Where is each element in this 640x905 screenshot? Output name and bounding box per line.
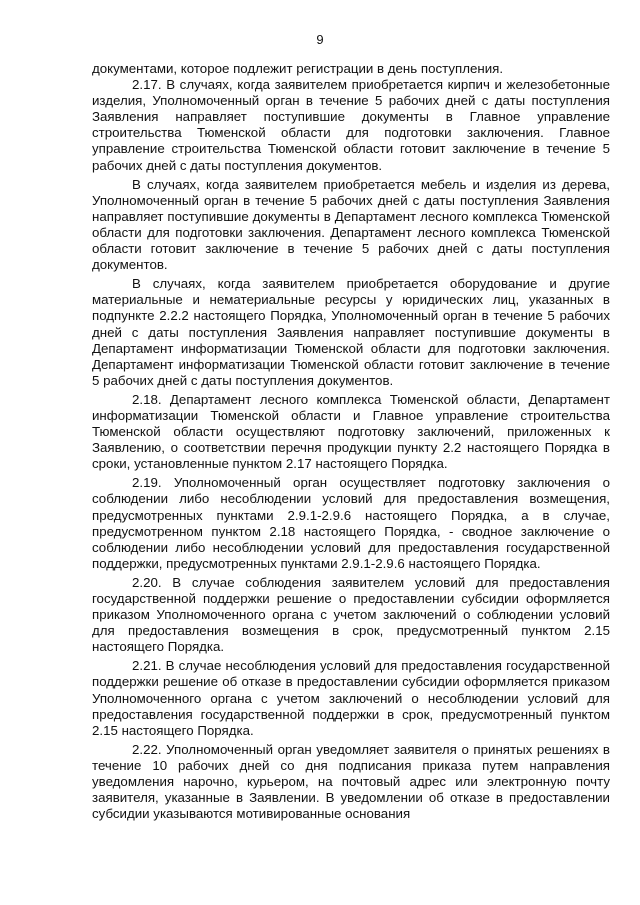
paragraph-equipment: В случаях, когда заявителем приобретается оборудование и другие материальные и нематериальные ресурсы у юридических лиц, указанных в подпункте 2.2.2 настоящего Порядка, Уполномоченный орган в течение 5 рабочих дней с даты поступления Заявления направляет поступившие документы в Департамент информатизации Тюменской области для подготовки заключения. Департамент информатизации Тюменской области готовит заключение в течение 5 рабочих дней с даты поступления документов.: [92, 276, 610, 388]
paragraph-2-19: 2.19. Уполномоченный орган осуществляет подготовку заключения о соблюдении либо несоблюдении условий для предоставления возмещения, предусмотренных пунктами 2.9.1-2.9.6 настоящего Порядка, а в случае, предусмотренном пунктом 2.18 настоящего Порядка, - сводное заключение о соблюдении либо несоблюдении условий для предоставления государственной поддержки, предусмотренных пунктами 2.9.1-2.9.6 настоящего Порядка.: [92, 475, 610, 571]
paragraph-2-18: 2.18. Департамент лесного комплекса Тюменской области, Департамент информатизации Тюменской области и Главное управление строительства Тюменской области осуществляют подготовку заключений, приложенных к Заявлению, о соответствии перечня продукции пункту 2.2 настоящего Порядка в сроки, установленные пунктом 2.17 настоящего Порядка.: [92, 391, 610, 472]
paragraph-2-22: 2.22. Уполномоченный орган уведомляет заявителя о принятых решениях в течение 10 рабочих дней со дня подписания приказа путем направления уведомления нарочно, курьером, на почтовый адрес или электронную почту заявителя, указанные в Заявлении. В уведомлении об отказе в предоставлении субсидии указываются мотивированные основания: [92, 741, 610, 822]
paragraph-continuation: документами, которое подлежит регистрации в день поступления.: [92, 61, 504, 76]
paragraph-2-21: 2.21. В случае несоблюдения условий для предоставления государственной поддержки решение об отказе в предоставлении субсидии оформляется приказом Уполномоченного органа с учетом заключений о несоблюдении условий для предоставления государственной поддержки в срок, предусмотренный пунктом 2.15 настоящего Порядка.: [92, 658, 610, 738]
paragraph-2-20: 2.20. В случае соблюдения заявителем условий для предоставления государственной поддержки решение о предоставлении субсидии оформляется приказом Уполномоченного органа с учетом заключений о соблюдении условий для предоставления возмещения в срок, предусмотренный пунктом 2.15 настоящего Порядка.: [92, 574, 610, 655]
paragraph-2-17: 2.17. В случаях, когда заявителем приобретается кирпич и железобетонные изделия, Уполномоченный орган в течение 5 рабочих дней с даты поступления Заявления направляет поступившие документы в Главное управление строительства Тюменской области для подготовки заключения. Главное управление строительства Тюменской области готовит заключение в течение 5 рабочих дней с даты поступления документов.: [92, 77, 610, 173]
document-body: [92, 61, 610, 822]
page-number: 9: [316, 32, 324, 47]
paragraph-furniture: В случаях, когда заявителем приобретается мебель и изделия из дерева, Уполномоченный орган в течение 5 рабочих дней с даты поступления Заявления направляет поступившие документы в Департамент лесного комплекса Тюменской области для подготовки заключения. Департамент лесного комплекса Тюменской области готовит заключение в течение 5 рабочих дней с даты поступления документов.: [92, 176, 610, 273]
